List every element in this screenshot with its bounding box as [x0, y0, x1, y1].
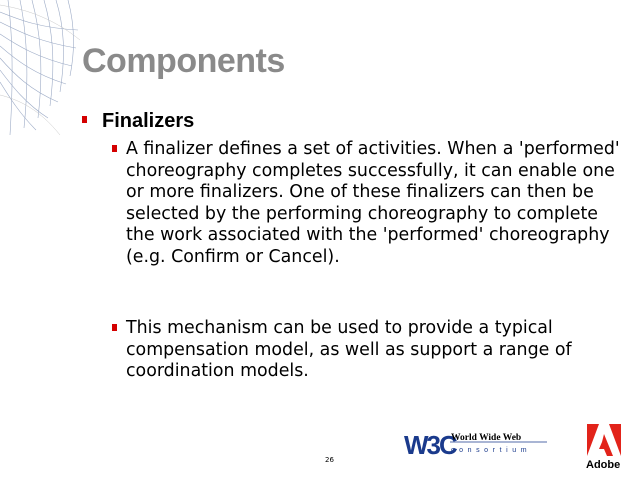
- bullet-heading: Finalizers: [102, 110, 195, 132]
- bullet-square-icon: [112, 324, 117, 331]
- bullet-square-icon: [82, 116, 87, 123]
- w3c-logo: [404, 428, 549, 458]
- w3c-line1: World Wide Web: [451, 433, 522, 443]
- w3c-line2: consortium: [451, 447, 532, 454]
- sub-bullet-text: This mechanism can be used to provide a typical compensation model, as well as support a range of coordination models.: [126, 318, 572, 382]
- adobe-logo: [585, 422, 627, 472]
- page-number: 26: [325, 456, 334, 464]
- sub-bullet-text: A finalizer defines a set of activities. When a 'performed' choreography completes successfully, it can enable one or more finalizers. One of these finalizers can then be selected by the performing choreography to complete the work associated with the 'performed' choreography (e.g. Confirm or Cancel).: [126, 139, 620, 267]
- bullet-square-icon: [112, 145, 117, 152]
- sub-bullet-2: [112, 318, 622, 383]
- w3c-mark: W3C: [404, 430, 456, 458]
- sub-bullet-1: [112, 139, 622, 269]
- slide-title: Components: [82, 42, 285, 80]
- decorative-mesh-graphic: [0, 0, 80, 135]
- adobe-wordmark: Adobe: [586, 459, 621, 471]
